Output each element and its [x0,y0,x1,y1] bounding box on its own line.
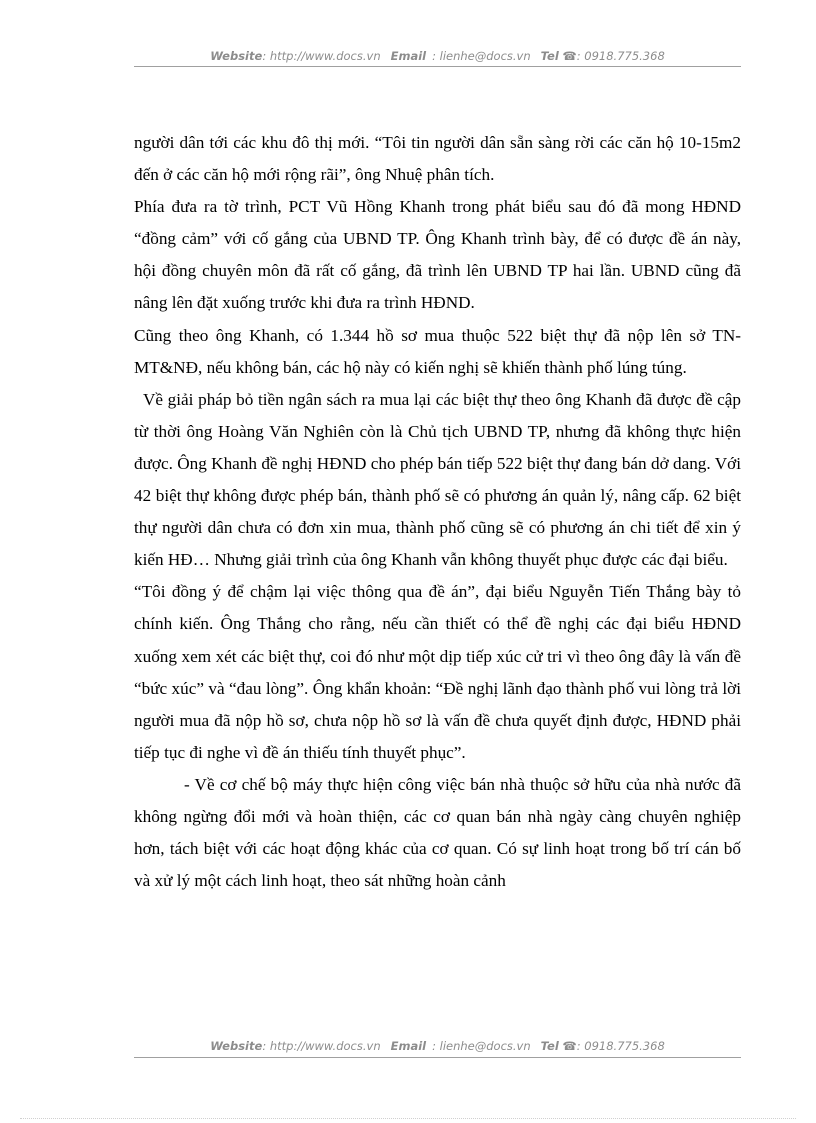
header-website-label: Website [210,49,263,63]
footer-email-link[interactable]: : lienhe@docs.vn [432,1039,531,1053]
header-tel-label: Tel [540,49,559,63]
footer-tel-label: Tel [540,1039,559,1053]
header-email-link[interactable]: : lienhe@docs.vn [432,49,531,63]
page-bottom-divider [20,1118,796,1119]
phone-icon: ☎ [562,49,577,63]
footer-website-label: Website [210,1039,263,1053]
body-text [134,127,741,897]
header-tel-value: : 0918.775.368 [576,49,665,63]
paragraph: “Tôi đồng ý để chậm lại việc thông qua đề án”, đại biểu Nguyễn Tiến Thắng bày tỏ chính kiến. Ông Thắng cho rằng, nếu cần thiết có thể đề nghị các đại biểu HĐND xuống xem xét các biệt thự, coi đó như một dịp tiếp xúc cử tri vì theo ông đây là vấn đề “bức xúc” và “đau lòng”. Ông khẩn khoản: “Đề nghị lãnh đạo thành phố vui lòng trả lời người mua đã nộp hồ sơ, chưa nộp hồ sơ là vấn đề chưa quyết định được, HĐND phải tiếp tục đi nghe vì đề án thiếu tính thuyết phục”. [134,582,741,762]
paragraph: người dân tới các khu đô thị mới. “Tôi tin người dân sẵn sàng rời các căn hộ 10-15m2 đến ở các căn hộ mới rộng rãi”, ông Nhuệ phân tích. [134,133,741,185]
page-footer [134,1038,741,1054]
phone-icon: ☎ [562,1039,577,1053]
header-email-label: Email [390,49,427,63]
footer-tel-value: : 0918.775.368 [576,1039,665,1053]
footer-website-link[interactable]: : http://www.docs.vn [262,1039,381,1053]
header-website-link[interactable]: : http://www.docs.vn [262,49,381,63]
paragraph: Về giải pháp bỏ tiền ngân sách ra mua lại các biệt thự theo ông Khanh đã được đề cập từ thời ông Hoàng Văn Nghiên còn là Chủ tịch UBND TP, nhưng đã không thực hiện được. Ông Khanh đề nghị HĐND cho phép bán tiếp 522 biệt thự đang bán dở dang. Với 42 biệt thự không được phép bán, thành phố sẽ có phương án quản lý, nâng cấp. 62 biệt thự người dân chưa có đơn xin mua, thành phố cũng sẽ có phương án chi tiết để xin ý kiến HĐ… Nhưng giải trình của ông Khanh vẫn không thuyết phục được các đại biểu. [134,389,741,570]
footer-rule [134,1057,741,1058]
header-rule [134,66,741,67]
paragraph: - Về cơ chế bộ máy thực hiện công việc bán nhà thuộc sở hữu của nhà nước đã không ngừng đổi mới và hoàn thiện, các cơ quan bán nhà ngày càng chuyên nghiệp hơn, tách biệt với các hoạt động khác của cơ quan. Có sự linh hoạt trong bố trí cán bố và xử lý một cách linh hoạt, theo sát những hoàn cảnh [134,774,741,891]
footer-email-label: Email [390,1039,427,1053]
paragraph: Phía đưa ra tờ trình, PCT Vũ Hồng Khanh trong phát biểu sau đó đã mong HĐND “đồng cảm” với cố gắng của UBND TP. Ông Khanh trình bày, để có được đề án này, hội đồng chuyên môn đã rất cố gắng, đã trình lên UBND TP hai lần. UBND cũng đã nâng lên đặt xuống trước khi đưa ra trình HĐND. [134,197,741,313]
page-header [134,48,741,64]
paragraph: Cũng theo ông Khanh, có 1.344 hồ sơ mua thuộc 522 biệt thự đã nộp lên sở TN-MT&NĐ, nếu không bán, các hộ này có kiến nghị sẽ khiến thành phố lúng túng. [134,325,741,377]
